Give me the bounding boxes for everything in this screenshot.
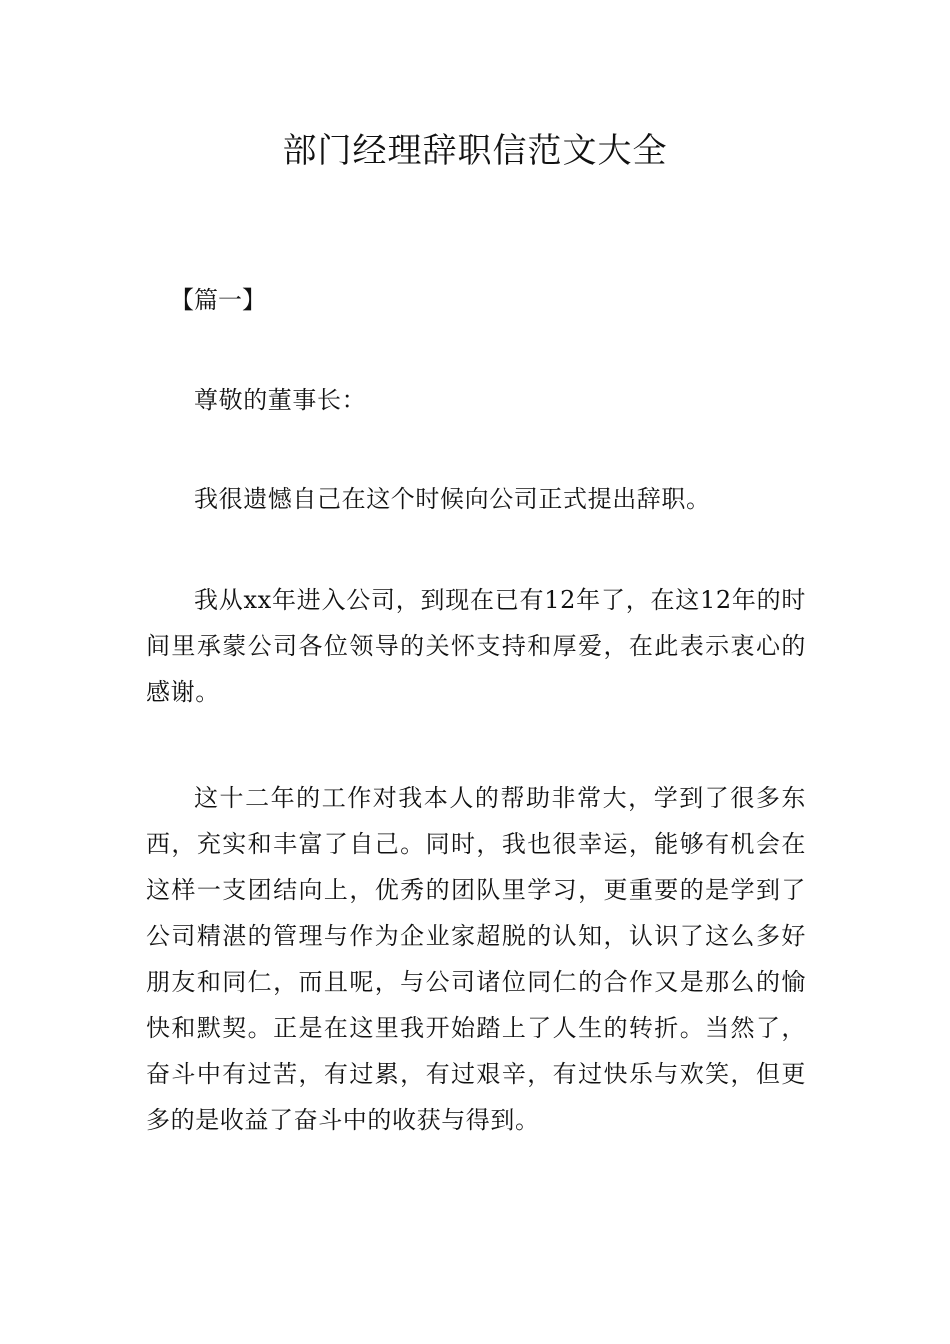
paragraph-1: 我很遗憾自己在这个时候向公司正式提出辞职。 [194, 485, 711, 513]
paragraph-2: 我从xx年进入公司，到现在已有12年了，在这12年的时间里承蒙公司各位领导的关怀支持和厚爱，在此表示衷心的感谢。 [146, 586, 806, 706]
document-title: 部门经理辞职信范文大全 [282, 131, 668, 171]
paragraph-3: 这十二年的工作对我本人的帮助非常大，学到了很多东西，充实和丰富了自己。同时，我也很幸运，能够有机会在这样一支团结向上，优秀的团队里学习，更重要的是学到了公司精湛的管理与作为企业家超脱的认知，认识了这么多好朋友和同仁，而且呢，与公司诸位同仁的合作又是那么的愉快和默契。正是在这里我开始踏上了人生的转折。当然了，奋斗中有过苦，有过累，有过艰辛，有过快乐与欢笑，但更多的是收益了奋斗中的收获与得到。 [146, 784, 806, 1134]
section-label: 【篇一】 [170, 286, 266, 314]
salutation: 尊敬的董事长： [194, 386, 367, 414]
